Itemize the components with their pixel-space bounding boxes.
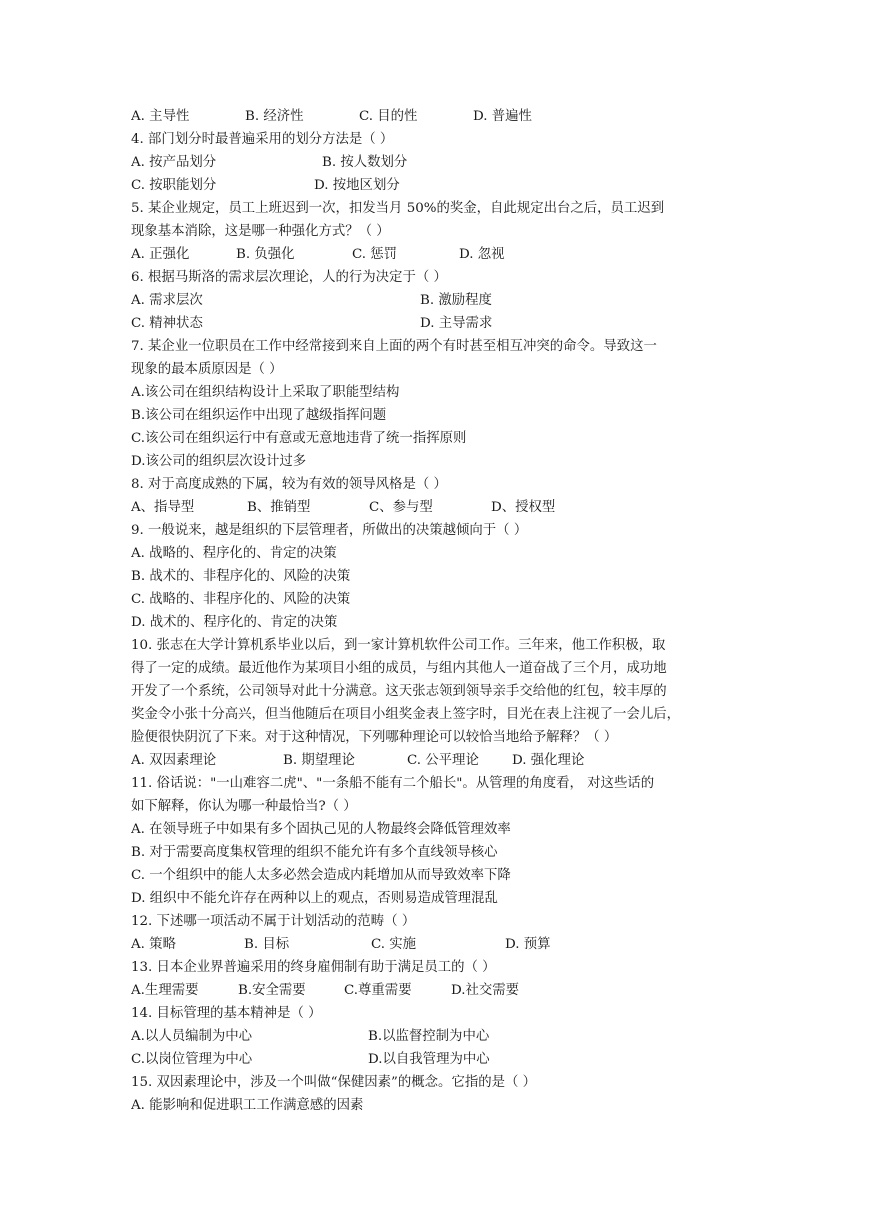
q4-options-row2 (131, 174, 741, 197)
q10-stem-line3: 开发了一个系统，公司领导对此十分满意。这天张志领到领导亲手交给他的红包，较丰厚的 (131, 684, 667, 699)
q6-option-d[interactable]: D. 主导需求 (420, 316, 493, 331)
q8-options (131, 496, 741, 519)
q5-option-a[interactable]: A. 正强化 (131, 247, 190, 262)
q9-option-b[interactable]: B. 战术的、非程序化的、风险的决策 (131, 569, 351, 584)
q3-options (131, 105, 741, 128)
q14-option-b[interactable]: B.以监督控制为中心 (368, 1029, 490, 1044)
q3-option-a[interactable]: A. 主导性 (131, 109, 190, 124)
q9-option-c[interactable]: C. 战略的、非程序化的、风险的决策 (131, 592, 351, 607)
q8-option-a[interactable]: A、指导型 (131, 500, 195, 515)
q11-option-c[interactable]: C. 一个组织中的能人太多必然会造成内耗增加从而导致效率下降 (131, 868, 511, 883)
q10-option-d[interactable]: D. 强化理论 (512, 753, 585, 768)
q15-stem: 15. 双因素理论中，涉及一个叫做“保健因素”的概念。它指的是（ ） (131, 1075, 537, 1090)
q13-option-a[interactable]: A.生理需要 (131, 983, 199, 998)
q6-option-c[interactable]: C. 精神状态 (131, 316, 203, 331)
q11-stem-line2: 如下解释，你认为哪一种最恰当?（ ） (131, 799, 357, 814)
q11-stem-line1: 11. 俗话说："一山难容二虎"、"一条船不能有二个船长"。从管理的角度看， 对这些话的 (131, 776, 655, 791)
q10-stem-line2: 得了一定的成绩。最近他作为某项目小组的成员，与组内其他人一道奋战了三个月，成功地 (131, 661, 667, 676)
q13-stem: 13. 日本企业界普遍采用的终身雇佣制有助于满足员工的（ ） (131, 960, 496, 975)
q11-option-a[interactable]: A. 在领导班子中如果有多个固执己见的人物最终会降低管理效率 (131, 822, 511, 837)
q12-option-a[interactable]: A. 策略 (131, 937, 176, 952)
q12-option-d[interactable]: D. 预算 (505, 937, 551, 952)
q12-option-c[interactable]: C. 实施 (371, 937, 417, 952)
q5-option-c[interactable]: C. 惩罚 (352, 247, 398, 262)
q10-stem-line5: 脸便很快阴沉了下来。对于这种情况，下列哪种理论可以较恰当地给予解释？（ ） (131, 730, 618, 745)
q13-option-d[interactable]: D.社交需要 (451, 983, 520, 998)
q9-option-a[interactable]: A. 战略的、程序化的、肯定的决策 (131, 546, 337, 561)
q12-options (131, 933, 741, 956)
q5-option-b[interactable]: B. 负强化 (236, 247, 295, 262)
q3-option-d[interactable]: D. 普遍性 (473, 109, 532, 124)
q3-option-c[interactable]: C. 目的性 (359, 109, 418, 124)
q6-options-row2 (131, 312, 741, 335)
q11-option-d[interactable]: D. 组织中不能允许存在两种以上的观点，否则易造成管理混乱 (131, 891, 498, 906)
q10-options (131, 749, 741, 772)
q10-option-a[interactable]: A. 双因素理论 (131, 753, 217, 768)
q8-stem: 8. 对于高度成熟的下属，较为有效的领导风格是（ ） (131, 477, 447, 492)
q9-option-d[interactable]: D. 战术的、程序化的、肯定的决策 (131, 615, 338, 630)
q14-stem: 14. 目标管理的基本精神是（ ） (131, 1006, 322, 1021)
q4-stem: 4. 部门划分时最普遍采用的划分方法是（ ） (131, 132, 394, 147)
q15-option-a[interactable]: A. 能影响和促进职工工作满意感的因素 (131, 1098, 364, 1113)
q14-option-c[interactable]: C.以岗位管理为中心 (131, 1052, 253, 1067)
q12-stem: 12. 下述哪一项活动不属于计划活动的范畴（ ） (131, 914, 416, 929)
q10-stem-line1: 10. 张志在大学计算机系毕业以后，到一家计算机软件公司工作。三年来，他工作积极，取 (131, 638, 666, 653)
q7-option-c[interactable]: C.该公司在组织运行中有意或无意地违背了统一指挥原则 (131, 431, 467, 446)
q6-option-b[interactable]: B. 激励程度 (420, 293, 492, 308)
q7-option-b[interactable]: B.该公司在组织运作中出现了越级指挥问题 (131, 408, 387, 423)
q8-option-d[interactable]: D、授权型 (491, 500, 556, 515)
q6-option-a[interactable]: A. 需求层次 (131, 293, 203, 308)
q7-option-a[interactable]: A.该公司在组织结构设计上采取了职能型结构 (131, 385, 400, 400)
q4-option-c[interactable]: C. 按职能划分 (131, 178, 217, 193)
q14-option-d[interactable]: D.以自我管理为中心 (368, 1052, 490, 1067)
q14-options-row1 (131, 1025, 741, 1048)
q6-stem: 6. 根据马斯洛的需求层次理论，人的行为决定于（ ） (131, 270, 447, 285)
q13-option-b[interactable]: B.安全需要 (238, 983, 306, 998)
q10-option-c[interactable]: C. 公平理论 (407, 753, 479, 768)
q7-option-d[interactable]: D.该公司的组织层次设计过多 (131, 454, 307, 469)
q3-option-b[interactable]: B. 经济性 (245, 109, 304, 124)
q4-option-b[interactable]: B. 按人数划分 (322, 155, 408, 170)
q4-options-row1 (131, 151, 741, 174)
q5-stem-line2: 现象基本消除，这是哪一种强化方式？（ ） (131, 224, 390, 239)
q14-option-a[interactable]: A.以人员编制为中心 (131, 1029, 253, 1044)
q5-options (131, 243, 741, 266)
q10-option-b[interactable]: B. 期望理论 (283, 753, 355, 768)
q12-option-b[interactable]: B. 目标 (244, 937, 290, 952)
q10-stem-line4: 奖金令小张十分高兴，但当他随后在项目小组奖金表上签字时，目光在表上注视了一会儿后， (131, 707, 681, 722)
q9-stem: 9. 一般说来，越是组织的下层管理者，所做出的决策越倾向于（ ） (131, 523, 528, 538)
q5-stem-line1: 5. 某企业规定，员工上班迟到一次，扣发当月 50%的奖金，自此规定出台之后，员工迟到 (131, 201, 665, 216)
q6-options-row1 (131, 289, 741, 312)
q8-option-b[interactable]: B、推销型 (247, 500, 311, 515)
q8-option-c[interactable]: C、参与型 (369, 500, 433, 515)
q4-option-d[interactable]: D. 按地区划分 (314, 178, 400, 193)
q14-options-row2 (131, 1048, 741, 1071)
q13-option-c[interactable]: C.尊重需要 (344, 983, 412, 998)
q13-options (131, 979, 741, 1002)
q11-option-b[interactable]: B. 对于需要高度集权管理的组织不能允许有多个直线领导核心 (131, 845, 498, 860)
q5-option-d[interactable]: D. 忽视 (459, 247, 505, 262)
q7-stem-line2: 现象的最本质原因是（ ） (131, 362, 283, 377)
q4-option-a[interactable]: A. 按产品划分 (131, 155, 217, 170)
q7-stem-line1: 7. 某企业一位职员在工作中经常接到来自上面的两个有时甚至相互冲突的命令。导致这一 (131, 339, 657, 354)
